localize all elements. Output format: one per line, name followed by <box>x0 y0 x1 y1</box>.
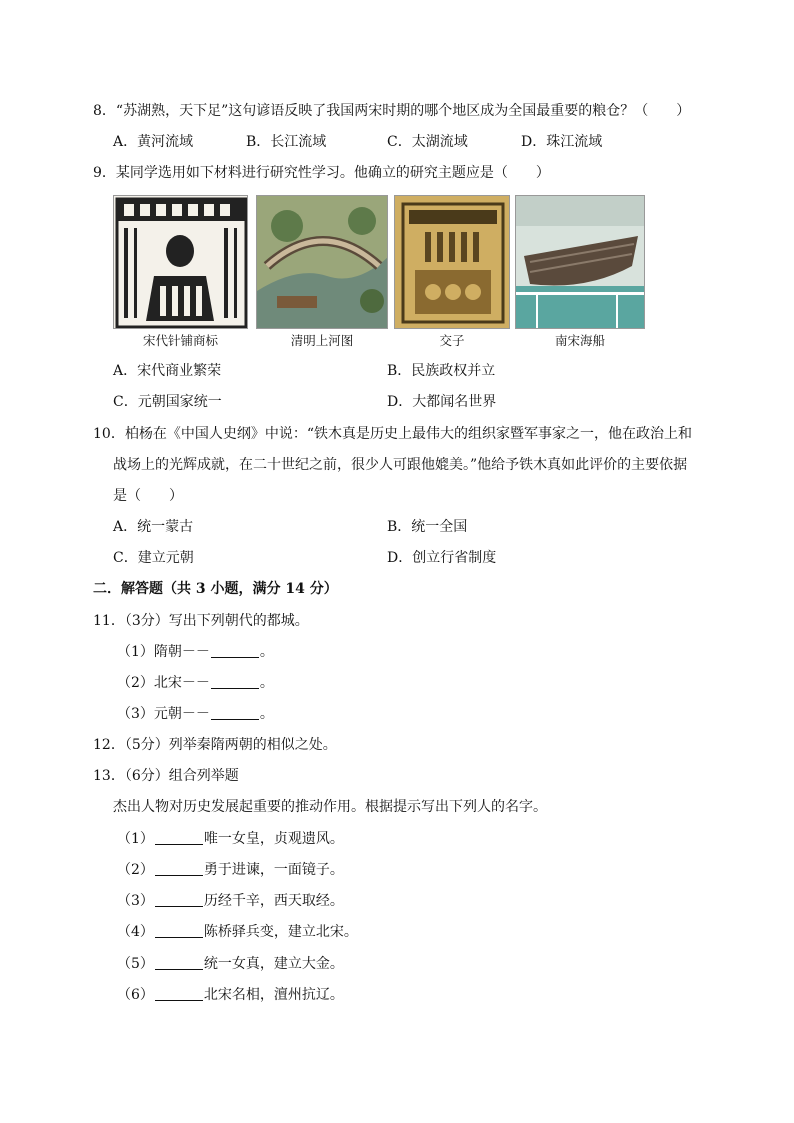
q8-option-d[interactable]: D．珠江流域 <box>521 134 603 150</box>
q8-stem: 8．“苏湖熟，天下足”这句谚语反映了我国两宋时期的哪个地区成为全国最重要的粮仓？（ ） <box>93 103 691 119</box>
answer-blank[interactable] <box>211 674 259 689</box>
caption-ship: 南宋海船 <box>554 333 605 348</box>
q10-stem-line2: 战场上的光辉成就，在二十世纪之前，很少人可跟他媲美。”他给予铁木真如此评价的主要依据 <box>113 457 688 473</box>
q8-option-b[interactable]: B．长江流域 <box>246 134 327 150</box>
q12-stem: 12．（5分）列举秦隋两朝的相似之处。 <box>93 737 337 753</box>
qingming-scroll-image <box>256 195 388 329</box>
q10-stem-line1: 10．柏杨在《中国人史纲》中说：“铁木真是历史上最伟大的组织家暨军事家之一，他在政治上和 <box>93 426 692 442</box>
q13-item-3: （3） 历经千辛，西天取经。 <box>117 893 344 909</box>
q10-option-c[interactable]: C．建立元朝 <box>113 550 194 566</box>
q13-item-6: （6） 北宋名相，澶州抗辽。 <box>117 987 344 1003</box>
q9-option-b[interactable]: B．民族政权并立 <box>387 363 496 379</box>
q10-option-b[interactable]: B．统一全国 <box>387 519 468 535</box>
q13-item-2: （2） 勇于进谏，一面镜子。 <box>117 862 344 878</box>
caption-needle-shop: 宋代针铺商标 <box>142 333 218 348</box>
q9-option-c[interactable]: C．元朝国家统一 <box>113 394 222 410</box>
jiaozi-banknote-image <box>394 195 510 329</box>
answer-blank[interactable] <box>155 986 203 1001</box>
answer-blank[interactable] <box>155 892 203 907</box>
q13-stem: 13．（6分）组合列举题 <box>93 768 239 784</box>
q10-option-a[interactable]: A．统一蒙古 <box>113 519 194 535</box>
caption-jiaozi: 交子 <box>439 333 465 348</box>
q9-image-row <box>113 195 645 348</box>
q13-item-4: （4） 陈桥驿兵变，建立北宋。 <box>117 924 358 940</box>
answer-blank[interactable] <box>155 830 203 845</box>
q9-option-a[interactable]: A．宋代商业繁荣 <box>113 363 222 379</box>
q9-stem: 9．某同学选用如下材料进行研究性学习。他确立的研究主题应是（ ） <box>93 165 550 181</box>
answer-blank[interactable] <box>155 955 203 970</box>
q9-option-d[interactable]: D．大都闻名世界 <box>387 394 497 410</box>
q10-stem-line3: 是（ ） <box>113 488 183 504</box>
q10-option-d[interactable]: D．创立行省制度 <box>387 550 497 566</box>
answer-blank[interactable] <box>211 705 259 720</box>
caption-qingming: 清明上河图 <box>290 333 354 348</box>
q13-item-1: （1） 唯一女皇，贞观遗风。 <box>117 831 344 847</box>
answer-blank[interactable] <box>155 861 203 876</box>
needle-shop-trademark-image <box>113 195 248 329</box>
q13-intro: 杰出人物对历史发展起重要的推动作用。根据提示写出下列人的名字。 <box>113 799 547 815</box>
q13-item-5: （5） 统一女真，建立大金。 <box>117 956 344 972</box>
answer-blank[interactable] <box>211 643 259 658</box>
q11-item-2: （2）北宋－－ 。 <box>117 675 274 691</box>
answer-blank[interactable] <box>155 923 203 938</box>
section-2-title: 二．解答题（共 3 小题，满分 14 分） <box>93 581 338 597</box>
q11-stem: 11．（3分）写出下列朝代的都城。 <box>93 613 309 629</box>
q11-item-1: （1）隋朝－－ 。 <box>117 644 274 660</box>
q8-option-c[interactable]: C．太湖流域 <box>387 134 468 150</box>
q8-option-a[interactable]: A．黄河流域 <box>113 134 194 150</box>
q11-item-3: （3）元朝－－ 。 <box>117 706 274 722</box>
southern-song-ship-image <box>515 195 645 329</box>
